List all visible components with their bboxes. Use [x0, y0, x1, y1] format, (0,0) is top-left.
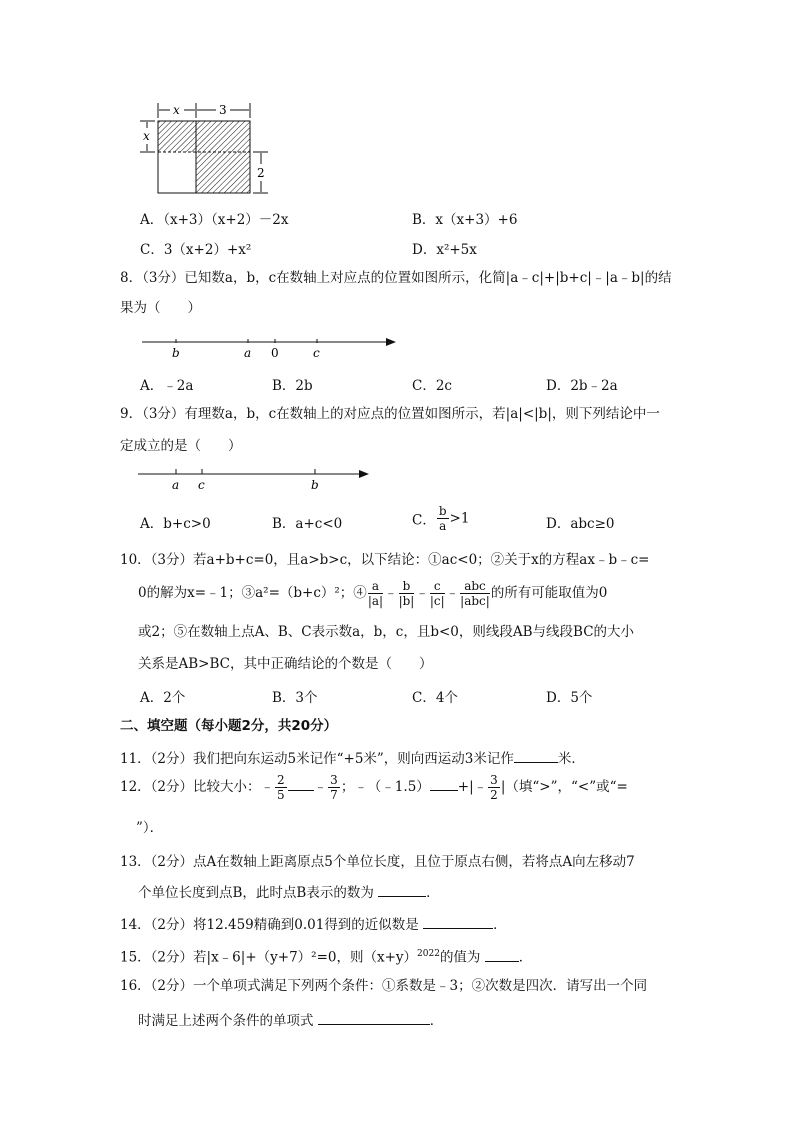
q7-option-a: A．（x+3）（x+2）－2x: [140, 212, 289, 228]
q7-option-c: C．3（x+2）+x²: [140, 242, 252, 258]
q9-point-b: b: [311, 478, 319, 492]
q16-stem-line2: 时满足上述两个条件的单项式 ．: [138, 1010, 443, 1031]
q16-stem-line1: 16．（2分）一个单项式满足下列两个条件：①系数是﹣3；②次数是四次．请写出一个同: [120, 978, 648, 994]
q7-option-d: D．x²+5x: [412, 242, 477, 258]
q10-stem-line3: 或2；⑤在数轴上点A、B、C表示数a，b，c，且b<0，则线段AB与线段BC的大小: [138, 624, 635, 640]
q7-option-b: B．x（x+3）+6: [412, 212, 518, 228]
q8-point-a: a: [244, 346, 252, 360]
dim-x-top: x: [173, 103, 180, 117]
q12-stem-line2: ”）．: [136, 820, 164, 836]
q10-stem-line1: 10．（3分）若a+b+c=0，且a>b>c，以下结论：①ac<0；②关于x的方程ax﹣b﹣c=: [120, 552, 650, 568]
q8-option-c: C．2c: [412, 378, 452, 394]
q9-point-a: a: [172, 478, 180, 492]
q10-option-b: B．3个: [272, 690, 318, 706]
dim-x-left: x: [143, 129, 150, 143]
q9-stem-line2: 定成立的是（ ）: [120, 438, 242, 454]
q8-option-a: A．﹣2a: [140, 378, 194, 394]
q9-stem-line1: 9．（3分）有理数a，b，c在数轴上的对应点的位置如图所示，若|a|<|b|，则下列结论中一: [120, 406, 660, 422]
q12-answer-blank-2[interactable]: [430, 776, 458, 791]
q8-stem-line2: 果为（ ）: [120, 300, 201, 316]
dim-2-right: 2: [257, 166, 265, 180]
q11-answer-blank[interactable]: [514, 748, 558, 763]
q10-stem-line4: 关系是AB>BC，其中正确结论的个数是（ ）: [138, 656, 433, 672]
q9-option-b: B．a+c<0: [272, 516, 343, 532]
q12-answer-blank-1[interactable]: [288, 776, 314, 791]
q14-answer-blank[interactable]: [423, 914, 493, 929]
q9-option-c: C． $\frac{b}{a}$ >1: [412, 504, 470, 533]
q10-option-a: A．2个: [140, 690, 186, 706]
q8-point-b: b: [172, 346, 180, 360]
q10-stem-line2: 0的解为x=﹣1；③a²=（b+c）²；④ $\frac{a}{|a|}$ ﹣ $\frac{b}{|b|}$ ﹣ $\frac{c}{|c|}$ ﹣ $\frac{\text{abc}}{\text{|abc|}}$ 的所有可能取值为0: [138, 579, 608, 608]
q15-answer-blank[interactable]: [485, 947, 519, 962]
q12-stem: 12．（2分）比较大小：﹣ $\frac{2}{5}$ ﹣ $\frac{3}{7}$ ；﹣（﹣1.5） +|﹣ $\frac{3}{2}$ |（填“>”，“<”或“=: [120, 773, 628, 802]
q8-number-line: [138, 330, 403, 362]
q13-stem-line1: 13．（2分）点A在数轴上距离原点5个单位长度，且位于原点右侧，若将点A向左移动7: [120, 854, 635, 870]
dim-3-top: 3: [219, 103, 227, 117]
q16-answer-blank[interactable]: [318, 1010, 430, 1025]
q9-number-line: [136, 464, 376, 496]
q10-option-c: C．4个: [412, 690, 458, 706]
q13-stem-line2: 个单位长度到点B，此时点B表示的数为 ．: [138, 882, 440, 903]
q8-stem-line1: 8．（3分）已知数a，b，c在数轴上对应点的位置如图所示，化简|a﹣c|+|b+c|﹣|a﹣b|的结: [120, 270, 672, 286]
q8-point-c: c: [313, 346, 320, 360]
q9-option-d: D．abc≥0: [546, 516, 615, 532]
q9-point-c: c: [198, 478, 205, 492]
q11-stem: 11．（2分）我们把向东运动5米记作“+5米”，则向西运动3米记作 米．: [120, 748, 585, 769]
q8-option-b: B．2b: [272, 378, 313, 394]
section-heading-fill-in: 二、填空题（每小题2分，共20分）: [120, 718, 338, 734]
q9-option-a: A．b+c>0: [140, 516, 211, 532]
q7-area-figure: [130, 100, 280, 200]
q8-point-zero: 0: [271, 346, 279, 360]
q15-stem: 15．（2分）若|x﹣6|+（y+7）²=0，则$(x+y)^{2022}$的值为 ．: [120, 944, 532, 968]
hatched-region-right: [196, 152, 250, 193]
q14-stem: 14．（2分）将12.459精确到0.01得到的近似数是 ．: [120, 914, 507, 935]
q10-option-d: D．5个: [546, 690, 593, 706]
hatched-region-top: [158, 121, 250, 152]
q8-option-d: D．2b﹣2a: [546, 378, 618, 394]
q13-answer-blank[interactable]: [378, 882, 426, 897]
